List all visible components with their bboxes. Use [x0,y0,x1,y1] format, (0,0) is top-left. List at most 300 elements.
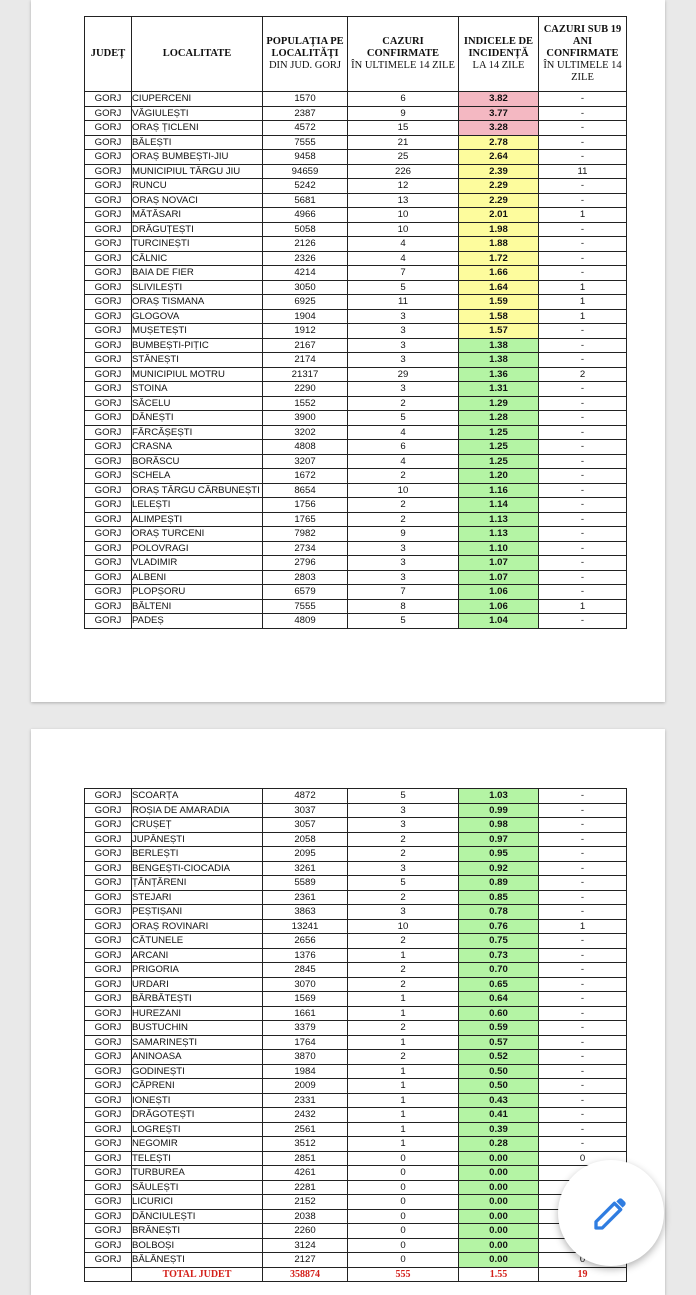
under19-cell: 11 [539,164,627,179]
table-row [85,440,627,455]
judet-cell: GORJ [85,977,132,992]
localitate-cell: DRĂGUȚEȘTI [132,222,263,237]
table-row [85,1050,627,1065]
judet-cell: GORJ [85,1093,132,1108]
table-row [85,512,627,527]
incidence-cell: 0.95 [459,847,539,862]
population-cell: 2126 [263,237,348,252]
under19-cell: - [539,948,627,963]
cases-cell: 5 [348,614,459,629]
localitate-cell: SAMARINEȘTI [132,1035,263,1050]
cases-cell: 2 [348,847,459,862]
table-row [85,135,627,150]
localitate-cell: BRĂNEȘTI [132,1224,263,1239]
incidence-cell: 0.65 [459,977,539,992]
population-cell: 7555 [263,599,348,614]
under19-cell: - [539,847,627,862]
judet-cell: GORJ [85,1137,132,1152]
cases-cell: 3 [348,861,459,876]
localitate-cell: SĂULEȘTI [132,1180,263,1195]
population-cell: 4808 [263,440,348,455]
localitate-cell: CRASNA [132,440,263,455]
under19-cell: - [539,1093,627,1108]
table-row [85,585,627,600]
table-row [85,847,627,862]
table-row [85,861,627,876]
localitate-cell: POLOVRAGI [132,541,263,556]
under19-cell: - [539,527,627,542]
localitate-cell: ARCANI [132,948,263,963]
table-row [85,876,627,891]
total-row [85,1267,627,1282]
incidence-cell: 0.43 [459,1093,539,1108]
judet-cell: GORJ [85,803,132,818]
incidence-cell: 2.29 [459,193,539,208]
cases-cell: 3 [348,556,459,571]
under19-cell: 1 [539,295,627,310]
table-row [85,266,627,281]
population-cell: 3050 [263,280,348,295]
judet-cell: GORJ [85,948,132,963]
judet-cell: GORJ [85,396,132,411]
under19-cell: - [539,266,627,281]
incidence-cell: 1.38 [459,338,539,353]
judet-cell: GORJ [85,1224,132,1239]
cases-cell: 7 [348,266,459,281]
localitate-cell: ORAȘ ROVINARI [132,919,263,934]
cases-cell: 13 [348,193,459,208]
cases-cell: 5 [348,789,459,804]
population-cell: 2734 [263,541,348,556]
population-cell: 3057 [263,818,348,833]
judet-cell: GORJ [85,614,132,629]
population-cell: 7982 [263,527,348,542]
cases-cell: 0 [348,1180,459,1195]
table-row [85,338,627,353]
localitate-cell: GLOGOVA [132,309,263,324]
population-cell: 2281 [263,1180,348,1195]
incidence-cell: 0.39 [459,1122,539,1137]
population-cell: 3207 [263,454,348,469]
incidence-cell: 0.41 [459,1108,539,1123]
judet-cell: GORJ [85,454,132,469]
incidence-cell: 2.29 [459,179,539,194]
judet-cell: GORJ [85,1180,132,1195]
header-populatia: POPULAȚIA PE LOCALITĂȚI DIN JUD. GORJ [263,17,348,92]
incidence-cell: 1.07 [459,570,539,585]
population-cell: 5681 [263,193,348,208]
table-row [85,179,627,194]
under19-cell: - [539,92,627,107]
localitate-cell: TELEȘTI [132,1151,263,1166]
population-cell: 2095 [263,847,348,862]
incidence-cell: 0.00 [459,1180,539,1195]
incidence-cell: 1.14 [459,498,539,513]
table-row [85,977,627,992]
cases-cell: 8 [348,599,459,614]
table-row [85,396,627,411]
judet-cell: GORJ [85,1253,132,1268]
incidence-cell: 1.25 [459,440,539,455]
total-under19: 19 [539,1267,627,1282]
under19-cell: - [539,338,627,353]
population-cell: 3379 [263,1021,348,1036]
population-cell: 1765 [263,512,348,527]
under19-cell: - [539,121,627,136]
table-row [85,992,627,1007]
population-cell: 1672 [263,469,348,484]
population-cell: 3037 [263,803,348,818]
incidence-cell: 0.28 [459,1137,539,1152]
incidence-cell: 0.75 [459,934,539,949]
incidence-cell: 1.72 [459,251,539,266]
localitate-cell: SCHELA [132,469,263,484]
population-cell: 2326 [263,251,348,266]
table-row [85,934,627,949]
under19-cell: 2 [539,367,627,382]
under19-cell: - [539,411,627,426]
table-row [85,1166,627,1181]
judet-cell: GORJ [85,963,132,978]
under19-cell: 0 [539,1151,627,1166]
table-row [85,498,627,513]
incidence-cell: 0.73 [459,948,539,963]
judet-cell: GORJ [85,512,132,527]
under19-cell: - [539,106,627,121]
table-row [85,208,627,223]
table-row [85,1195,627,1210]
table-row [85,1180,627,1195]
under19-cell: - [539,193,627,208]
under19-cell: - [539,861,627,876]
population-cell: 3512 [263,1137,348,1152]
under19-cell: - [539,1035,627,1050]
population-cell: 2432 [263,1108,348,1123]
table-row [85,411,627,426]
under19-cell: - [539,498,627,513]
table-row [85,164,627,179]
table-row [85,570,627,585]
population-cell: 2796 [263,556,348,571]
population-cell: 2174 [263,353,348,368]
document-page-1 [31,0,665,702]
localitate-cell: ANINOASA [132,1050,263,1065]
incidence-cell: 3.77 [459,106,539,121]
cases-cell: 1 [348,1079,459,1094]
localitate-cell: PEȘTIȘANI [132,905,263,920]
cases-cell: 3 [348,818,459,833]
judet-cell: GORJ [85,222,132,237]
incidence-cell: 1.06 [459,585,539,600]
under19-cell: - [539,382,627,397]
judet-cell: GORJ [85,1151,132,1166]
cases-cell: 3 [348,570,459,585]
localitate-cell: VĂGIULEȘTI [132,106,263,121]
cases-cell: 0 [348,1238,459,1253]
cases-cell: 3 [348,324,459,339]
cases-cell: 1 [348,1006,459,1021]
population-cell: 3124 [263,1238,348,1253]
under19-cell: - [539,541,627,556]
incidence-cell: 1.98 [459,222,539,237]
localitate-cell: MĂTĂSARI [132,208,263,223]
under19-cell: - [539,1079,627,1094]
under19-cell: - [539,483,627,498]
table-row [85,832,627,847]
incidence-cell: 0.76 [459,919,539,934]
table-row [85,251,627,266]
under19-cell: - [539,803,627,818]
population-cell: 4872 [263,789,348,804]
table-row [85,309,627,324]
under19-cell: 0 [539,1253,627,1268]
population-cell: 2656 [263,934,348,949]
table-row [85,1238,627,1253]
table-row [85,1209,627,1224]
under19-cell: 1 [539,208,627,223]
population-cell: 4261 [263,1166,348,1181]
cases-cell: 4 [348,454,459,469]
table-row [85,556,627,571]
cases-cell: 2 [348,1021,459,1036]
localitate-cell: LOGREȘTI [132,1122,263,1137]
localitate-cell: ȚÂNȚĂRENI [132,876,263,891]
localitate-cell: CIUPERCENI [132,92,263,107]
localitate-cell: BOLBOȘI [132,1238,263,1253]
judet-cell: GORJ [85,527,132,542]
population-cell: 4809 [263,614,348,629]
population-cell: 3202 [263,425,348,440]
total-incidence: 1.55 [459,1267,539,1282]
localitate-cell: ORAȘ TURCENI [132,527,263,542]
judet-cell: GORJ [85,498,132,513]
judet-cell: GORJ [85,324,132,339]
localitate-cell: PLOPȘORU [132,585,263,600]
localitate-cell: BĂLTENI [132,599,263,614]
total-label: TOTAL JUDET [132,1267,263,1282]
population-cell: 1569 [263,992,348,1007]
population-cell: 6579 [263,585,348,600]
population-cell: 5242 [263,179,348,194]
incidence-cell: 0.85 [459,890,539,905]
judet-cell: GORJ [85,832,132,847]
table-row [85,193,627,208]
judet-cell: GORJ [85,1064,132,1079]
under19-cell: - [539,614,627,629]
cases-cell: 2 [348,512,459,527]
incidence-cell: 1.59 [459,295,539,310]
table-row [85,483,627,498]
cases-cell: 2 [348,832,459,847]
population-cell: 1376 [263,948,348,963]
population-cell: 1904 [263,309,348,324]
judet-cell: GORJ [85,193,132,208]
table-row [85,614,627,629]
localitate-cell: TURCINEȘTI [132,237,263,252]
population-cell: 5589 [263,876,348,891]
cases-cell: 1 [348,1122,459,1137]
cases-cell: 0 [348,1151,459,1166]
under19-cell: - [539,1108,627,1123]
table-row [85,1224,627,1239]
judet-cell: GORJ [85,1209,132,1224]
table-row [85,599,627,614]
incidence-cell: 0.50 [459,1064,539,1079]
population-cell: 2058 [263,832,348,847]
table-row [85,382,627,397]
under19-cell: 1 [539,919,627,934]
under19-cell: - [539,585,627,600]
population-cell: 6925 [263,295,348,310]
cases-cell: 9 [348,527,459,542]
incidence-table-page-1 [84,16,627,629]
localitate-cell: BUSTUCHIN [132,1021,263,1036]
judet-cell: GORJ [85,179,132,194]
under19-cell: - [539,1137,627,1152]
cases-cell: 10 [348,222,459,237]
under19-cell: - [539,905,627,920]
incidence-cell: 1.04 [459,614,539,629]
localitate-cell: DRĂGOTEȘTI [132,1108,263,1123]
judet-cell: GORJ [85,280,132,295]
under19-cell: - [539,324,627,339]
population-cell: 3900 [263,411,348,426]
under19-cell: - [539,963,627,978]
localitate-cell: MUNICIPIUL MOTRU [132,367,263,382]
under19-cell: - [539,150,627,165]
cases-cell: 1 [348,992,459,1007]
judet-cell: GORJ [85,483,132,498]
judet-cell: GORJ [85,1035,132,1050]
cases-cell: 3 [348,309,459,324]
incidence-cell: 0.00 [459,1238,539,1253]
cases-cell: 0 [348,1195,459,1210]
incidence-cell: 1.58 [459,309,539,324]
edit-fab-button[interactable] [558,1160,664,1266]
table-row [85,1021,627,1036]
table-row [85,121,627,136]
incidence-cell: 1.06 [459,599,539,614]
incidence-cell: 1.13 [459,527,539,542]
judet-cell: GORJ [85,934,132,949]
population-cell: 2803 [263,570,348,585]
cases-cell: 2 [348,934,459,949]
cases-cell: 1 [348,1093,459,1108]
localitate-cell: JUPÂNEȘTI [132,832,263,847]
localitate-cell: STOINA [132,382,263,397]
under19-cell: - [539,353,627,368]
incidence-cell: 1.31 [459,382,539,397]
incidence-cell: 0.00 [459,1195,539,1210]
incidence-cell: 0.50 [459,1079,539,1094]
table-row [85,541,627,556]
population-cell: 2331 [263,1093,348,1108]
cases-cell: 2 [348,498,459,513]
under19-cell: - [539,890,627,905]
table-row [85,1137,627,1152]
incidence-cell: 1.66 [459,266,539,281]
judet-cell: GORJ [85,556,132,571]
judet-cell: GORJ [85,164,132,179]
under19-cell: - [539,556,627,571]
incidence-cell: 1.88 [459,237,539,252]
judet-cell: GORJ [85,890,132,905]
table-row [85,803,627,818]
incidence-cell: 0.57 [459,1035,539,1050]
population-cell: 2851 [263,1151,348,1166]
population-cell: 2387 [263,106,348,121]
localitate-cell: SCOARȚA [132,789,263,804]
table-row [85,295,627,310]
table-row [85,454,627,469]
table-row [85,469,627,484]
table-row [85,222,627,237]
localitate-cell: DĂNEȘTI [132,411,263,426]
cases-cell: 10 [348,483,459,498]
table-row [85,106,627,121]
judet-cell: GORJ [85,237,132,252]
cases-cell: 2 [348,890,459,905]
cases-cell: 0 [348,1209,459,1224]
cases-cell: 11 [348,295,459,310]
cases-cell: 2 [348,1050,459,1065]
incidence-cell: 1.25 [459,454,539,469]
total-cases: 555 [348,1267,459,1282]
population-cell: 21317 [263,367,348,382]
incidence-cell: 3.82 [459,92,539,107]
incidence-cell: 1.10 [459,541,539,556]
localitate-cell: ORAȘ TÂRGU CĂRBUNEȘTI [132,483,263,498]
table-row [85,237,627,252]
judet-cell: GORJ [85,106,132,121]
population-cell: 7555 [263,135,348,150]
header-indice: INDICELE DE INCIDENȚĂ LA 14 ZILE [459,17,539,92]
population-cell: 1912 [263,324,348,339]
incidence-cell: 2.01 [459,208,539,223]
population-cell: 1661 [263,1006,348,1021]
under19-cell: - [539,1006,627,1021]
cases-cell: 15 [348,121,459,136]
cases-cell: 1 [348,948,459,963]
header-sub19: CAZURI SUB 19 ANI CONFIRMATE ÎN ULTIMELE 14 ZILE [539,17,627,92]
cases-cell: 3 [348,353,459,368]
population-cell: 2561 [263,1122,348,1137]
judet-cell: GORJ [85,338,132,353]
table-row [85,963,627,978]
localitate-cell: HUREZANI [132,1006,263,1021]
judet-cell: GORJ [85,469,132,484]
incidence-cell: 0.00 [459,1151,539,1166]
table-row [85,150,627,165]
table-row [85,905,627,920]
incidence-cell: 0.64 [459,992,539,1007]
localitate-cell: MUNICIPIUL TÂRGU JIU [132,164,263,179]
judet-cell: GORJ [85,789,132,804]
cases-cell: 3 [348,382,459,397]
cases-cell: 2 [348,396,459,411]
cases-cell: 1 [348,1035,459,1050]
incidence-cell: 1.28 [459,411,539,426]
table-row [85,280,627,295]
judet-cell: GORJ [85,92,132,107]
population-cell: 8654 [263,483,348,498]
incidence-table-page-2 [84,788,627,1282]
judet-cell: GORJ [85,1166,132,1181]
localitate-cell: BORĂSCU [132,454,263,469]
cases-cell: 9 [348,106,459,121]
judet-cell: GORJ [85,309,132,324]
incidence-cell: 0.00 [459,1224,539,1239]
